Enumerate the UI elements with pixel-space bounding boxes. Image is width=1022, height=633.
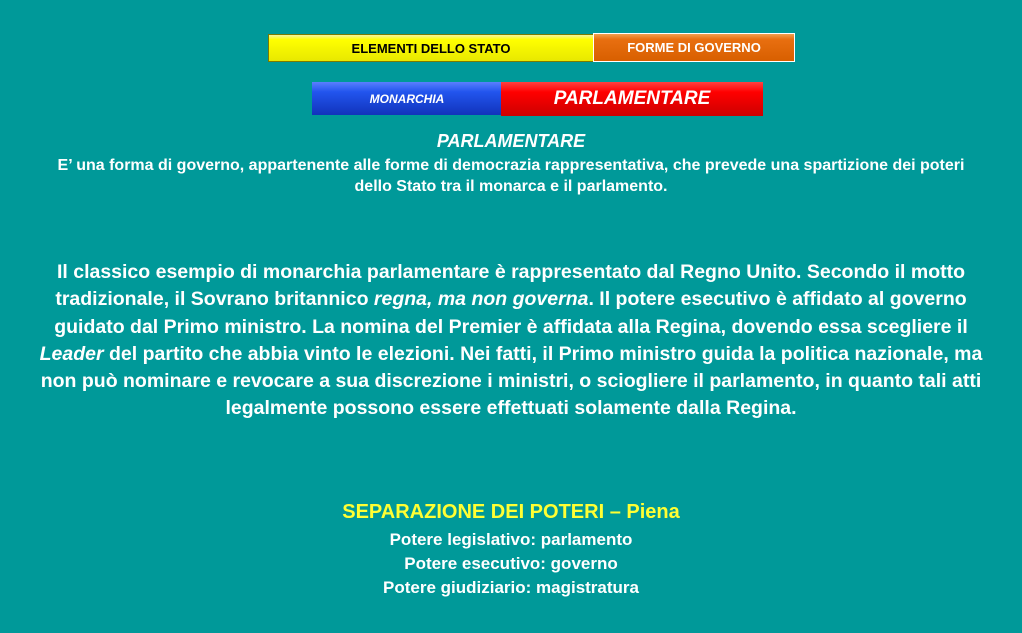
forme-di-governo-button[interactable]: [593, 33, 795, 62]
body-text-part: del partito che abbia vinto le elezioni. Nei fatti, il Primo ministro guida la politica nazionale, ma non può nominare e revocare a sua discrezione i ministri, o sciogliere il parlamento, in quanto tali atti legalmente possono essere effettuati solamente dalla Regina.: [40, 342, 983, 420]
intro-paragraph: E’ una forma di governo, appartenente alle forme di democrazia rappresentativa, che prevede una spartizione dei poteri dello Stato tra il monarca e il parlamento.: [57, 157, 965, 195]
forme-di-governo-label: FORME DI GOVERNO: [627, 40, 761, 55]
separation-list: [0, 528, 1022, 600]
body-emphasis: regna, ma non governa: [373, 288, 589, 311]
monarchia-label: MONARCHIA: [369, 91, 445, 106]
parlamentare-button[interactable]: [501, 82, 763, 116]
separation-item: Potere esecutivo: governo: [404, 554, 618, 573]
body-text-part: . Il potere esecutivo è affidato al governo guidato dal Primo ministro. La nomina del Premier è affidata alla Regina, dovendo essa scegliere il: [54, 288, 968, 338]
body-emphasis: Leader: [39, 342, 104, 365]
body-paragraph: [30, 259, 992, 423]
parlamentare-label: PARLAMENTARE: [553, 88, 711, 109]
separation-item: Potere giudiziario: magistratura: [383, 578, 639, 597]
separation-title: SEPARAZIONE DEI POTERI – Piena: [342, 501, 680, 523]
elementi-dello-stato-label: ELEMENTI DELLO STATO: [351, 40, 511, 56]
monarchia-button[interactable]: [312, 82, 502, 115]
body-text-part: Il classico esempio di monarchia parlamentare è rappresentato dal Regno Unito. Secondo il motto tradizionale, il Sovrano britannico: [55, 261, 966, 311]
separation-item: Potere legislativo: parlamento: [389, 530, 633, 549]
page-heading: PARLAMENTARE: [436, 131, 586, 151]
elementi-dello-stato-button[interactable]: [268, 34, 594, 62]
